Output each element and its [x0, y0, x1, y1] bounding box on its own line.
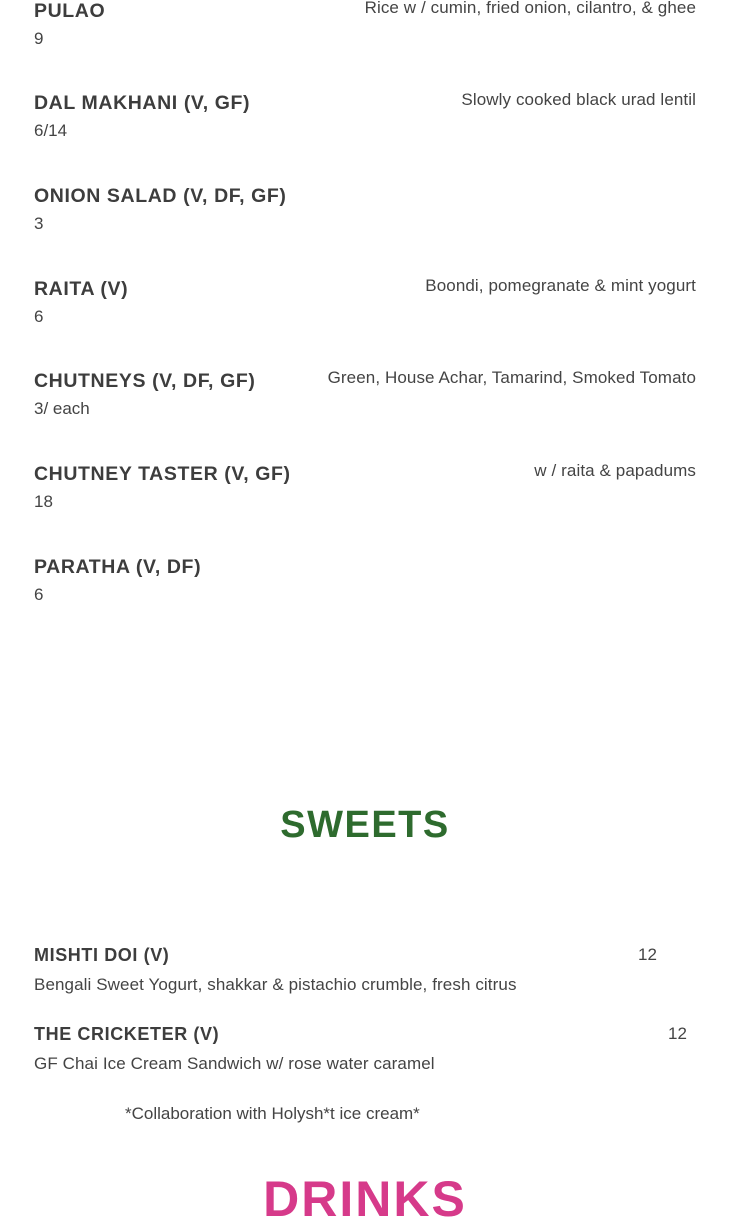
sweet-item-description: Bengali Sweet Yogurt, shakkar & pistachio crumble, fresh citrus	[34, 975, 517, 994]
menu-item-description: Slowly cooked black urad lentil	[461, 90, 696, 109]
sweets-heading: SWEETS	[280, 804, 450, 846]
menu-item-name: DAL MAKHANI (V, GF)	[34, 92, 251, 114]
menu-item-name: RAITA (V)	[34, 278, 129, 300]
menu-item-name: ONION SALAD (V, DF, GF)	[34, 185, 287, 207]
sweet-item-name: THE CRICKETER (V)	[34, 1024, 220, 1044]
menu-item-price: 6/14	[34, 121, 68, 140]
sweet-item-price: 12	[668, 1024, 687, 1043]
drinks-heading: DRINKS	[263, 1171, 467, 1227]
sweet-item-name: MISHTI DOI (V)	[34, 945, 170, 965]
menu-item-price: 6	[34, 307, 44, 326]
menu-item-price: 3/ each	[34, 399, 90, 418]
menu-item-price: 18	[34, 492, 53, 511]
menu-item-price: 6	[34, 585, 44, 604]
menu-item-price: 9	[34, 29, 44, 48]
menu-item-name: CHUTNEY TASTER (V, GF)	[34, 463, 291, 485]
menu-item-name: PULAO	[34, 0, 106, 22]
menu-item-price: 3	[34, 214, 44, 233]
collaboration-note: *Collaboration with Holysh*t ice cream*	[125, 1104, 420, 1123]
menu-item-name: CHUTNEYS (V, DF, GF)	[34, 370, 256, 392]
menu-item-description: Boondi, pomegranate & mint yogurt	[425, 276, 696, 295]
sweet-item-description: GF Chai Ice Cream Sandwich w/ rose water caramel	[34, 1054, 435, 1073]
menu-item-description: Green, House Achar, Tamarind, Smoked Tomato	[327, 368, 696, 387]
menu-item-name: PARATHA (V, DF)	[34, 556, 202, 578]
sweet-item-price: 12	[638, 945, 657, 964]
menu-item-description: Rice w / cumin, fried onion, cilantro, & ghee	[364, 0, 696, 17]
menu-item-description: w / raita & papadums	[534, 461, 696, 480]
